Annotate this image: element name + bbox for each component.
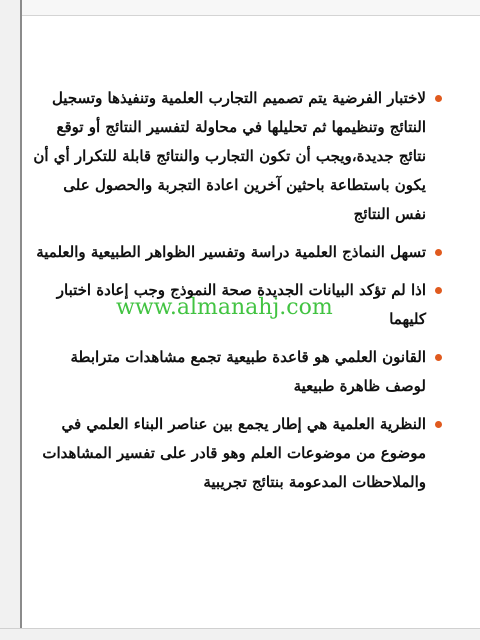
bullet-text-2: تسهل النماذج العلمية دراسة وتفسير الظواهر الطبيعية والعلمية <box>36 243 426 261</box>
slide-frame-left <box>0 0 22 640</box>
bullet-text-5: النظرية العلمية هي إطار يجمع بين عناصر البناء العلمي في موضوع من موضوعات العلم وهو قادر على تفسير المشاهدات والملاحظات المدعومة بنتائج تجريبية <box>42 415 426 491</box>
bullet-dot-icon <box>435 354 442 361</box>
slide-frame-top <box>22 0 480 16</box>
bullet-dot-icon <box>435 421 442 428</box>
bullet-dot-icon <box>435 287 442 294</box>
bullet-list <box>32 84 442 497</box>
bullet-item-2 <box>32 238 442 267</box>
bullet-item-5 <box>32 410 442 497</box>
bullet-item-1 <box>32 84 442 229</box>
slide-frame-bottom <box>0 628 480 640</box>
bullet-text-4: القانون العلمي هو قاعدة طبيعية تجمع مشاهدات مترابطة لوصف ظاهرة طبيعية <box>70 348 426 395</box>
bullet-dot-icon <box>435 95 442 102</box>
bullet-text-3: اذا لم تؤكد البيانات الجديدة صحة النموذج وجب إعادة اختبار كليهما <box>56 281 426 328</box>
bullet-text-1: لاختبار الفرضية يتم تصميم التجارب العلمية وتنفيذها وتسجيل النتائج وتنظيمها ثم تحليلها في محاولة لتفسير النتائج أو توقع نتائج جديدة،ويجب أن تكون التجارب والنتائج قابلة للتكرار أي أن يكون باستطاعة باحثين آخرين اعادة التجربة والحصول على نفس النتائج <box>33 89 426 223</box>
watermark-text: www.almanahj.com <box>116 295 333 320</box>
bullet-item-4 <box>32 343 442 401</box>
bullet-dot-icon <box>435 249 442 256</box>
